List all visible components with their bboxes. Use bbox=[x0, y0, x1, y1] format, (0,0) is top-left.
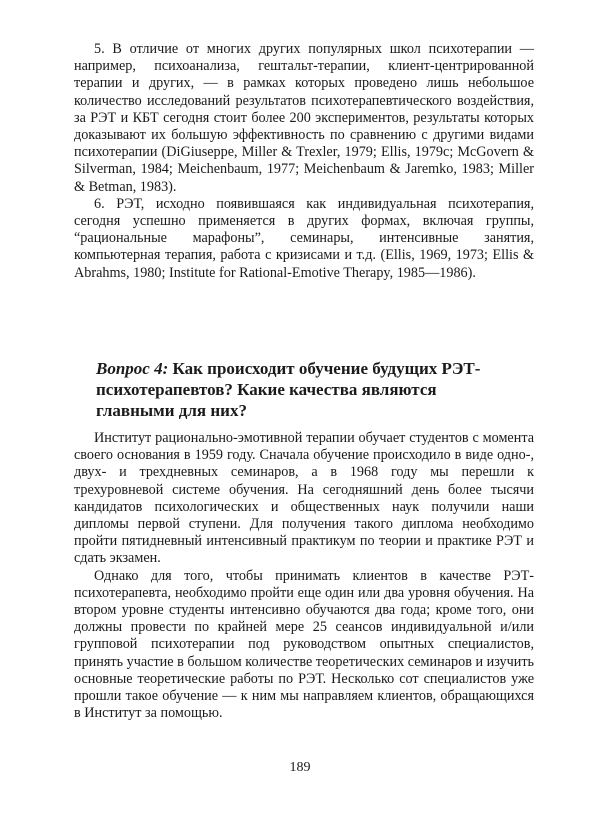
section-body bbox=[74, 430, 534, 722]
list-item-6: 6. РЭТ, исходно появившаяся как индивидуальная психотерапия, сегодня успешно применяется в других формах, включая группы, “рациональные марафоны”, семинары, интенсивные занятия, компьютерная терапия, работа с кризисами и т.д. (Ellis, 1969, 1973; Ellis & Abrahms, 1980; Institute for Rational-Emotive Therapy, 1985—1986). bbox=[74, 195, 534, 281]
page-number: 189 bbox=[289, 760, 311, 775]
numbered-list bbox=[74, 41, 534, 282]
question-text: Как происходит обучение будущих РЭТ-психотерапевтов? Какие качества являются главными для них? bbox=[96, 359, 481, 420]
body-paragraph: Институт рационально-эмотивной терапии обучает студентов с момента своего основания в 1959 году. Сначала обучение происходило в виде одно-, двух- и трехдневных семинаров, а в 1968 году мы перешли к трехуровневой системе обучения. На сегодняшний день более тысячи кандидатов психологических и общественных наук получили наши дипломы первой ступени. Для получения такого диплома необходимо пройти пятидневный интенсивный практикум по теории и практике РЭТ и сдать экзамен. bbox=[74, 430, 534, 567]
section-heading bbox=[96, 358, 516, 421]
question-label: Вопрос 4: bbox=[96, 359, 169, 378]
body-paragraph: Однако для того, чтобы принимать клиентов в качестве РЭТ-психотерапевта, необходимо пройти еще один или два уровня обучения. На втором уровне студенты интенсивно обучаются два года; кроме того, они должны провести по крайней мере 25 сеансов индивидуальной и/или групповой психотерапии под руководством опытных специалистов, принять участие в большом количестве теоретических семинаров и изучить основные теоретические работы по РЭТ. Несколько сот специалистов уже прошли такое обучение — к ним мы направляем клиентов, обращающихся в Институт за помощью. bbox=[74, 567, 534, 722]
list-item-5: 5. В отличие от многих других популярных школ психотерапии — например, психоанализа, гештальт-терапии, клиент-центрированной терапии и других, — в рамках которых проведено лишь небольшое количество исследований результатов психотерапевтического воздействия, за РЭТ и КБТ сегодня стоит более 200 экспериментов, результаты которых доказывают их большую эффективность по сравнению с другими видами психотерапии (DiGiuseppe, Miller & Trexler, 1979; Ellis, 1979c; McGovern & Silverman, 1984; Meichenbaum, 1977; Meichenbaum & Jaremko, 1983; Miller & Betman, 1983). bbox=[74, 41, 534, 195]
